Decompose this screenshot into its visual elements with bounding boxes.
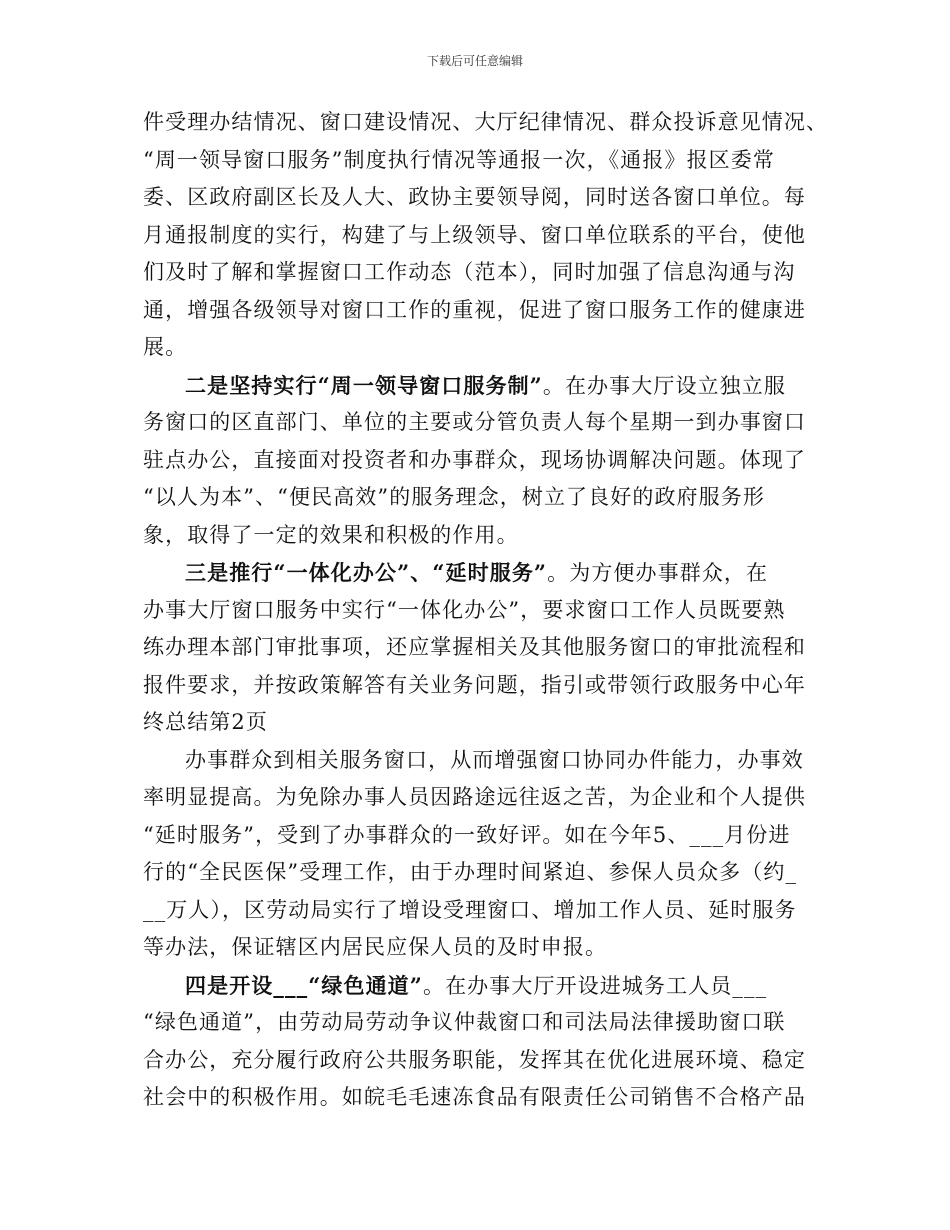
text-line: 象，取得了一定的效果和积极的作用。 (143, 522, 519, 547)
paragraph-text: 。在办事大厅开设进城务工人员___ (422, 973, 768, 998)
paragraph-text: 。在办事大厅设立独立服 (542, 373, 786, 398)
text-line: “绿色通道”，由劳动局劳动争议仲裁窗口和司法局法律援助窗口联 (143, 1010, 786, 1034)
text-line: 办事大厅窗口服务中实行“一体化办公”，要求窗口工作人员既要熟 (143, 597, 786, 622)
text-line: __万人），区劳动局实行了增设受理窗口、增加工作人员、延时服务 (143, 897, 797, 922)
text-line: 行的“全民医保”受理工作，由于办理时间紧迫、参保人员众多（约_ (143, 860, 798, 884)
text-line (143, 967, 815, 1005)
text-line: 们及时了解和掌握窗口工作动态（范本），同时加强了信息沟通与沟 (143, 260, 796, 284)
text-line: 展。 (143, 335, 188, 359)
paragraph-5 (143, 967, 815, 1117)
text-line: 驻点办公，直接面对投资者和办事群众，现场协调解决问题。体现了 (143, 447, 806, 472)
page-header: 下载后可任意编辑 (426, 54, 523, 68)
text-line: 通，增强各级领导对窗口工作的重视，促进了窗口服务工作的健康进 (143, 297, 806, 322)
text-line: 件受理办结情况、窗口建设情况、大厅纪律情况、群众投诉意见情况、 (143, 110, 829, 134)
paragraph-heading: 四是开设___“绿色通道” (185, 972, 423, 998)
text-line: 率明显提高。为免除办事人员因路途远往返之苦，为企业和个人提供 (143, 785, 806, 809)
text-line: 办事群众到相关服务窗口，从而增强窗口协同办件能力，办事效 (185, 747, 804, 772)
text-line: 月通报制度的实行，构建了与上级领导、窗口单位联系的平台，使他 (143, 222, 806, 247)
text-line: 社会中的积极作用。如皖毛毛速冻食品有限责任公司销售不合格产品 (143, 1085, 806, 1109)
text-line (143, 367, 815, 405)
paragraph-2 (143, 367, 815, 555)
paragraph-heading: 三是推行“一体化办公”、“延时服务” (185, 560, 548, 585)
text-line: “延时服务”，受到了办事群众的一致好评。如在今年5、___月份进 (143, 822, 791, 847)
text-line: 报件要求，并按政策解答有关业务问题，指引或带领行政服务中心年 (143, 672, 806, 697)
document-body (143, 104, 829, 1117)
paragraph-heading: 二是坚持实行“周一领导窗口服务制” (185, 372, 543, 398)
text-line: 练办理本部门审批事项，还应掌握相关及其他服务窗口的审批流程和 (143, 635, 806, 659)
paragraph-3 (143, 554, 815, 742)
text-line: 等办法，保证辖区内居民应保人员的及时申报。 (143, 935, 608, 959)
text-line: 终总结第2页 (143, 710, 268, 734)
text-line: “以人为本”、“便民高效”的服务理念，树立了良好的政府服务形 (143, 485, 765, 509)
text-line: 务窗口的区直部门、单位的主要或分管负责人每个星期一到办事窗口 (143, 410, 806, 434)
text-line: 委、区政府副区长及人大、政协主要领导阅，同时送各窗口单位。每 (143, 185, 806, 209)
paragraph-1 (143, 104, 829, 367)
paragraph-text: 。为方便办事群众，在 (547, 561, 769, 585)
text-line (143, 554, 815, 592)
text-line: “周一领导窗口服务”制度执行情况等通报一次，《通报》报区委常 (143, 147, 775, 172)
paragraph-4 (143, 742, 815, 967)
text-line: 合办公，充分履行政府公共服务职能，发挥其在优化进展环境、稳定 (143, 1047, 806, 1072)
